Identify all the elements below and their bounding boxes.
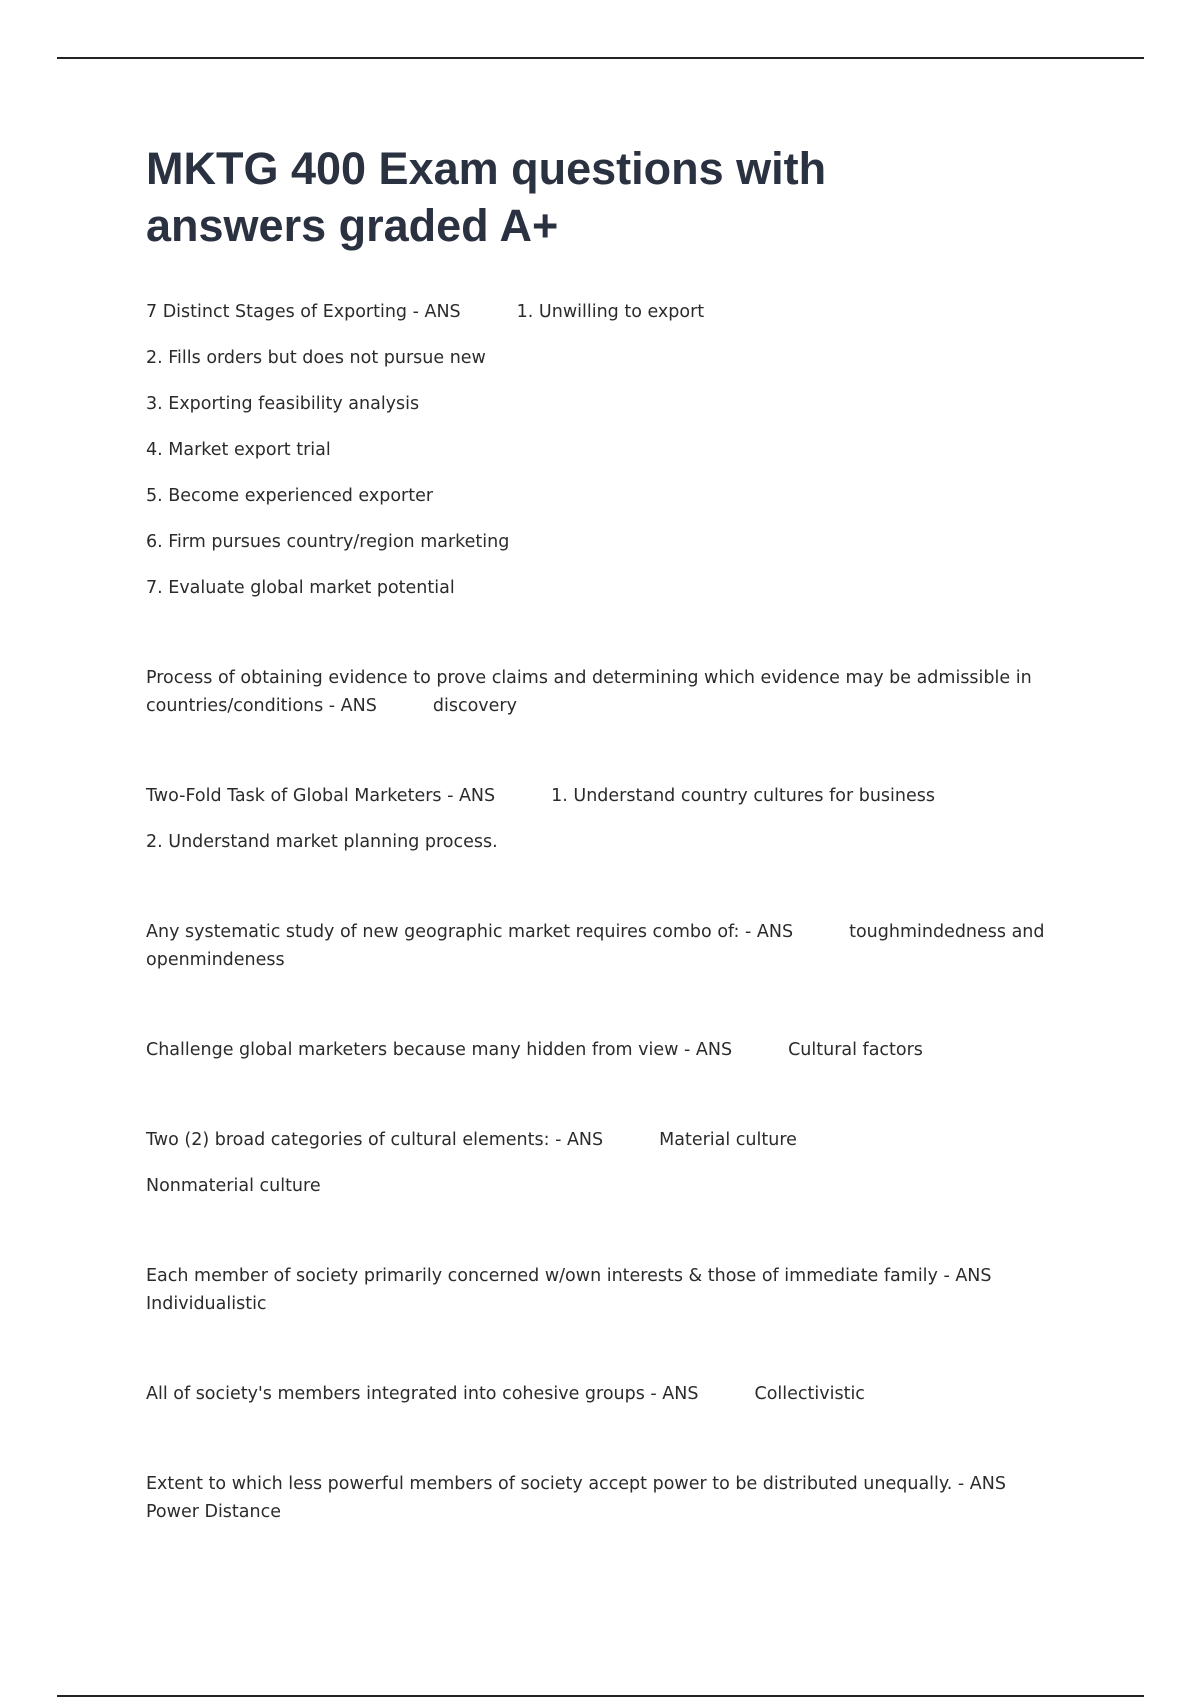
page-title [146,140,1086,254]
question-text: Process of obtaining evidence to prove claims and determining which evidence may be admissible in countries/conditions - ANS [146,668,1032,716]
qa-question-line [146,782,1086,810]
answer-line: 2. Understand market planning process. [146,832,498,852]
title-line-1: MKTG 400 Exam questions with [146,143,827,194]
answer-text: Collectivistic [754,1384,865,1404]
answer-line: Nonmaterial culture [146,1176,321,1196]
answer-line: 6. Firm pursues country/region marketing [146,532,510,552]
answer-text: toughmindedness and openmindeness [146,922,1045,970]
qa-item [146,664,1086,720]
qa-item [146,1262,1086,1318]
qa-question-line [146,1262,1086,1318]
answer-text: Individualistic [146,1294,267,1314]
qa-list [146,298,1086,1526]
qa-item [146,918,1086,974]
answer-line: 2. Fills orders but does not pursue new [146,348,486,368]
qa-question-line [146,664,1086,720]
question-text: Extent to which less powerful members of society accept power to be distributed unequally. - ANS [146,1474,1006,1494]
qa-item [146,1126,1086,1200]
qa-question-line [146,1126,1086,1154]
qa-question-line [146,918,1086,974]
question-text: Any systematic study of new geographic market requires combo of: - ANS [146,922,794,942]
qa-question-line [146,298,1086,326]
answer-text: 1. Understand country cultures for business [551,786,936,806]
title-line-2: answers graded A+ [146,200,559,251]
top-rule [57,57,1144,59]
qa-question-line [146,1036,1086,1064]
qa-item [146,1470,1086,1526]
bottom-rule [57,1695,1144,1697]
question-text: Two-Fold Task of Global Marketers - ANS [146,786,496,806]
answer-text: Power Distance [146,1502,281,1522]
answer-text: discovery [432,696,517,716]
qa-question-line [146,1470,1086,1526]
qa-item [146,1380,1086,1408]
question-text: Each member of society primarily concerned w/own interests & those of immediate family - ANS [146,1266,992,1286]
answer-text: Cultural factors [788,1040,923,1060]
answer-line: 7. Evaluate global market potential [146,578,455,598]
answer-line: 5. Become experienced exporter [146,486,434,506]
qa-item [146,298,1086,602]
qa-item [146,1036,1086,1064]
question-text: 7 Distinct Stages of Exporting - ANS [146,302,461,322]
answer-text: 1. Unwilling to export [516,302,705,322]
question-text: Two (2) broad categories of cultural elements: - ANS [146,1130,604,1150]
qa-question-line [146,1380,1086,1408]
question-text: All of society's members integrated into cohesive groups - ANS [146,1384,699,1404]
answer-line: 4. Market export trial [146,440,331,460]
answer-line: 3. Exporting feasibility analysis [146,394,420,414]
qa-item [146,782,1086,856]
document-body [146,140,1086,1588]
question-text: Challenge global marketers because many hidden from view - ANS [146,1040,733,1060]
answer-text: Material culture [659,1130,797,1150]
